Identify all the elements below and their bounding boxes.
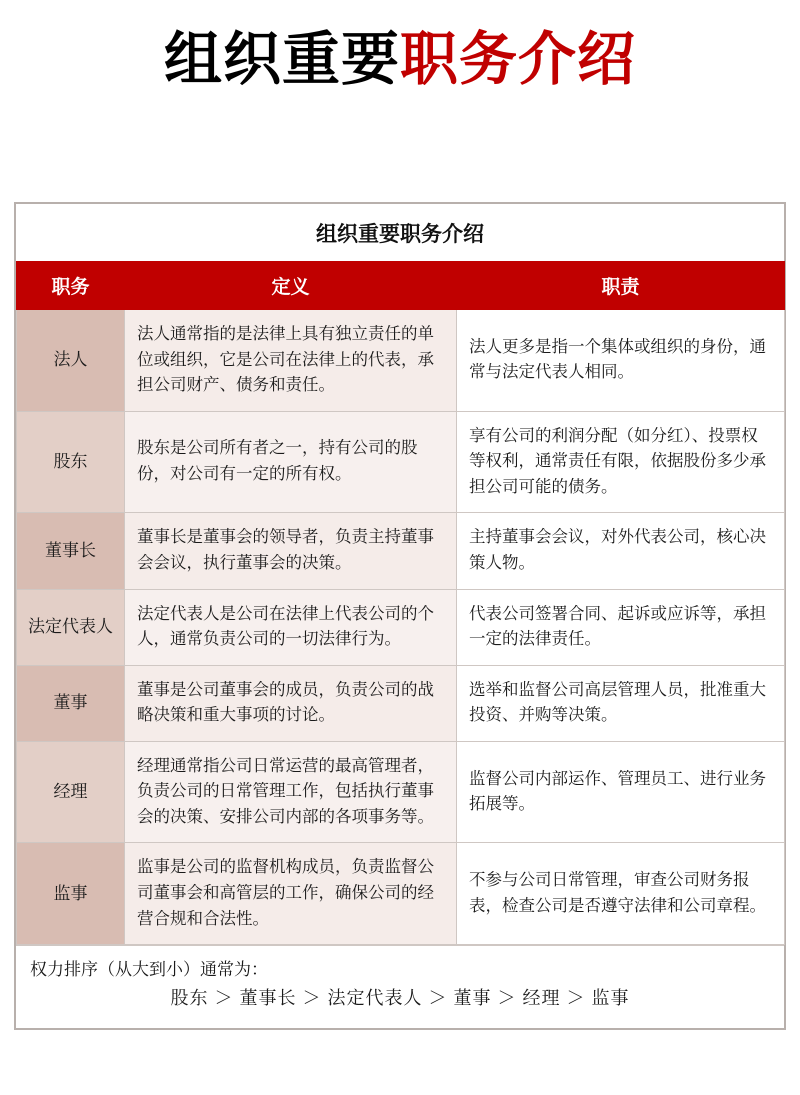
- info-table-card: [14, 202, 786, 1030]
- cell-duty: 法人更多是指一个集体或组织的身份，通常与法定代表人相同。: [457, 310, 785, 412]
- table-body: [17, 310, 785, 945]
- column-header-role: 职务: [17, 262, 125, 310]
- cell-role: 法定代表人: [17, 589, 125, 665]
- roles-table: [16, 261, 785, 945]
- table-row: [17, 843, 785, 945]
- table-head: [17, 262, 785, 310]
- cell-definition: 董事是公司董事会的成员，负责公司的战略决策和重大事项的讨论。: [125, 665, 457, 741]
- table-header-row: [17, 262, 785, 310]
- cell-definition: 法人通常指的是法律上具有独立责任的单位或组织，它是公司在法律上的代表，承担公司财产、债务和责任。: [125, 310, 457, 412]
- column-header-duty: 职责: [457, 262, 785, 310]
- table-row: [17, 411, 785, 513]
- power-order-sequence: 股东 ＞ 董事长 ＞ 法定代表人 ＞ 董事 ＞ 经理 ＞ 监事: [170, 988, 630, 1009]
- cell-duty: 选举和监督公司高层管理人员，批准重大投资、并购等决策。: [457, 665, 785, 741]
- cell-definition: 监事是公司的监督机构成员，负责监督公司董事会和高管层的工作，确保公司的经营合规和合法性。: [125, 843, 457, 945]
- table-footer: [16, 945, 784, 1028]
- cell-role: 股东: [17, 411, 125, 513]
- power-order-label: 权力排序（从大到小）通常为：: [30, 960, 268, 980]
- table-row: [17, 513, 785, 589]
- cell-duty: 监督公司内部运作、管理员工、进行业务拓展等。: [457, 741, 785, 843]
- cell-role: 董事长: [17, 513, 125, 589]
- table-row: [17, 741, 785, 843]
- cell-duty: 代表公司签署合同、起诉或应诉等，承担一定的法律责任。: [457, 589, 785, 665]
- column-header-definition: 定义: [125, 262, 457, 310]
- cell-role: 法人: [17, 310, 125, 412]
- page-title-red: 职务介绍: [400, 27, 637, 92]
- table-row: [17, 310, 785, 412]
- cell-definition: 董事长是董事会的领导者，负责主持董事会会议，执行董事会的决策。: [125, 513, 457, 589]
- cell-duty: 主持董事会会议，对外代表公司，核心决策人物。: [457, 513, 785, 589]
- cell-role: 监事: [17, 843, 125, 945]
- table-row: [17, 665, 785, 741]
- cell-definition: 股东是公司所有者之一，持有公司的股份，对公司有一定的所有权。: [125, 411, 457, 513]
- page-title-black: 组织重要: [163, 27, 400, 92]
- table-row: [17, 589, 785, 665]
- cell-duty: 享有公司的利润分配（如分红）、投票权等权利，通常责任有限，依据股份多少承担公司可能的债务。: [457, 411, 785, 513]
- cell-duty: 不参与公司日常管理，审查公司财务报表，检查公司是否遵守法律和公司章程。: [457, 843, 785, 945]
- cell-definition: 法定代表人是公司在法律上代表公司的个人，通常负责公司的一切法律行为。: [125, 589, 457, 665]
- page-title: [0, 28, 800, 92]
- cell-role: 经理: [17, 741, 125, 843]
- cell-definition: 经理通常指公司日常运营的最高管理者，负责公司的日常管理工作，包括执行董事会的决策、安排公司内部的各项事务等。: [125, 741, 457, 843]
- cell-role: 董事: [17, 665, 125, 741]
- table-title: 组织重要职务介绍: [16, 204, 784, 261]
